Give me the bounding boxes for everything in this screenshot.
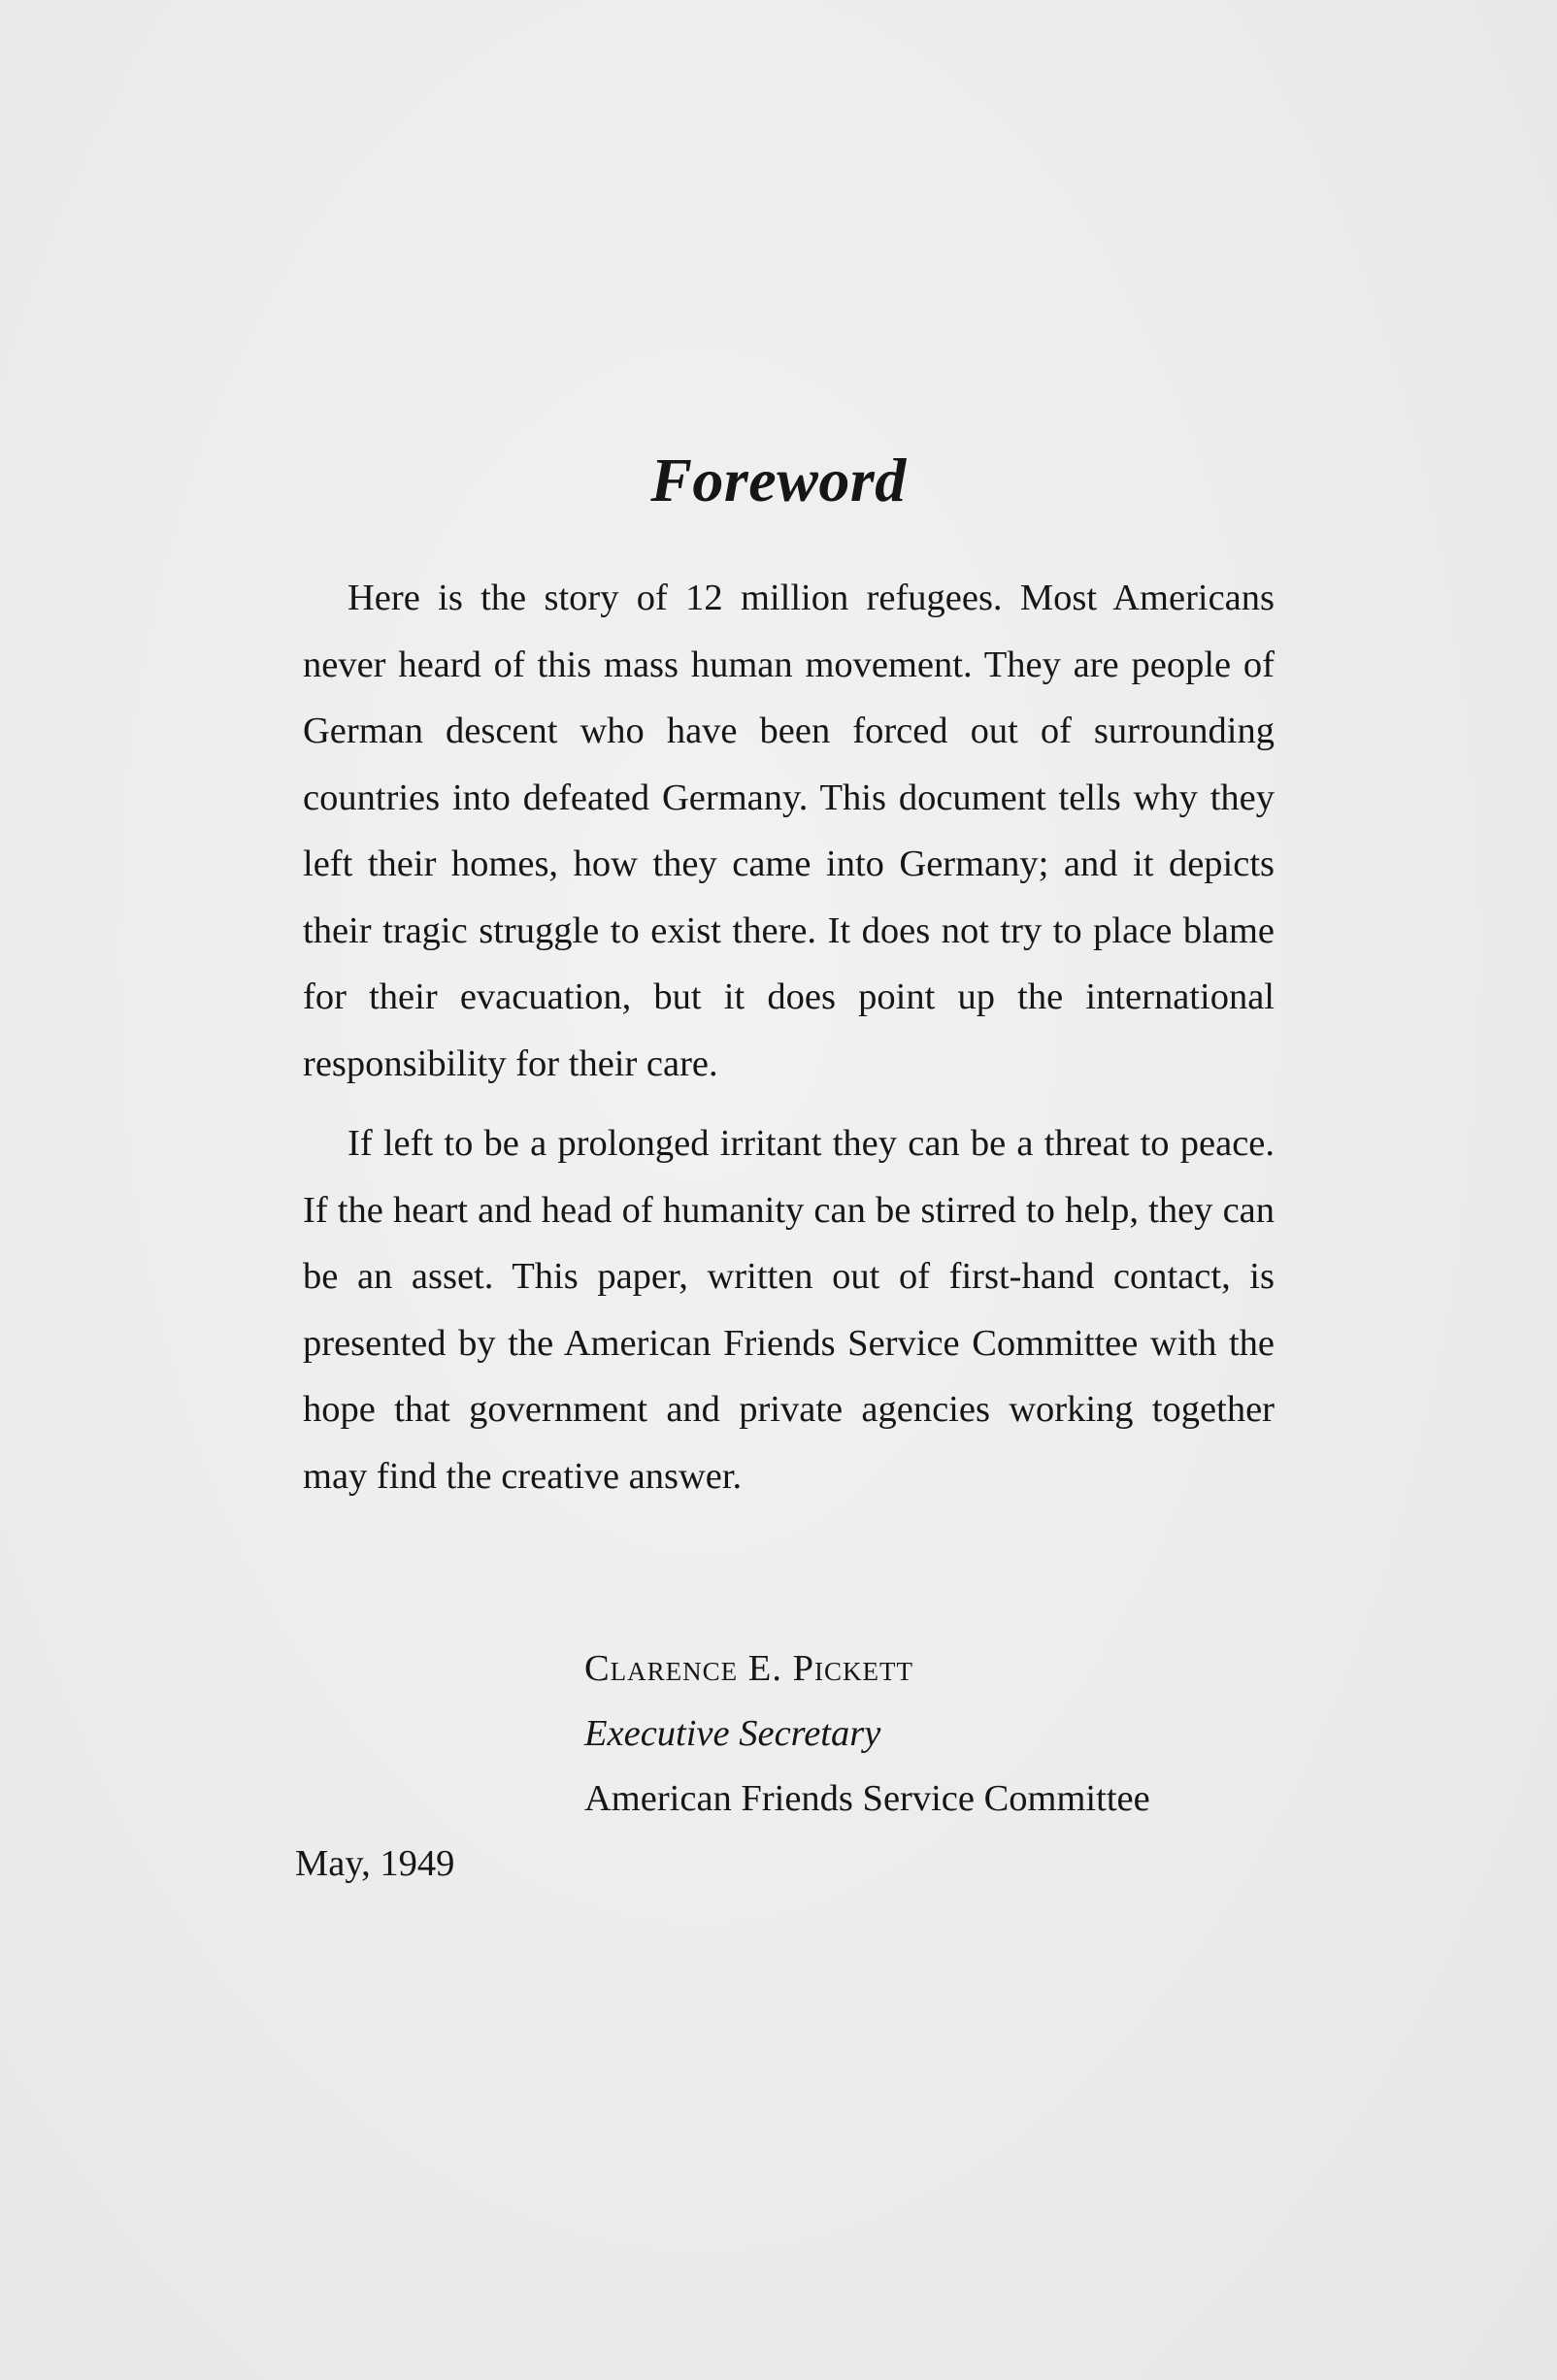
document-date: May, 1949 — [295, 1843, 455, 1884]
signature-block — [584, 1636, 1283, 1832]
signatory-name: Clarence E. Pickett — [584, 1648, 913, 1689]
page-title: Foreword — [650, 446, 907, 514]
foreword-body — [303, 565, 1275, 1509]
signatory-organization: American Friends Service Committee — [584, 1778, 1150, 1819]
paragraph-1: Here is the story of 12 million refugees. Most Americans never heard of this mass human movement. They are people of German descent who have been forced out of surrounding countries into defeated Germany. This document tells why they left their homes, how they came into Germany; and it depicts their tragic struggle to exist there. It does not try to place blame for their evacuation, but it does point up the international responsibility for their care. — [303, 578, 1275, 1084]
paragraph-2: If left to be a prolonged irritant they can be a threat to peace. If the heart and head of humanity can be stirred to help, they can be an asset. This paper, written out of first-hand contact, is presented by the American Friends Service Committee with the hope that government and private agencies working together may find the creative answer. — [303, 1123, 1275, 1497]
signatory-title: Executive Secretary — [584, 1713, 881, 1754]
